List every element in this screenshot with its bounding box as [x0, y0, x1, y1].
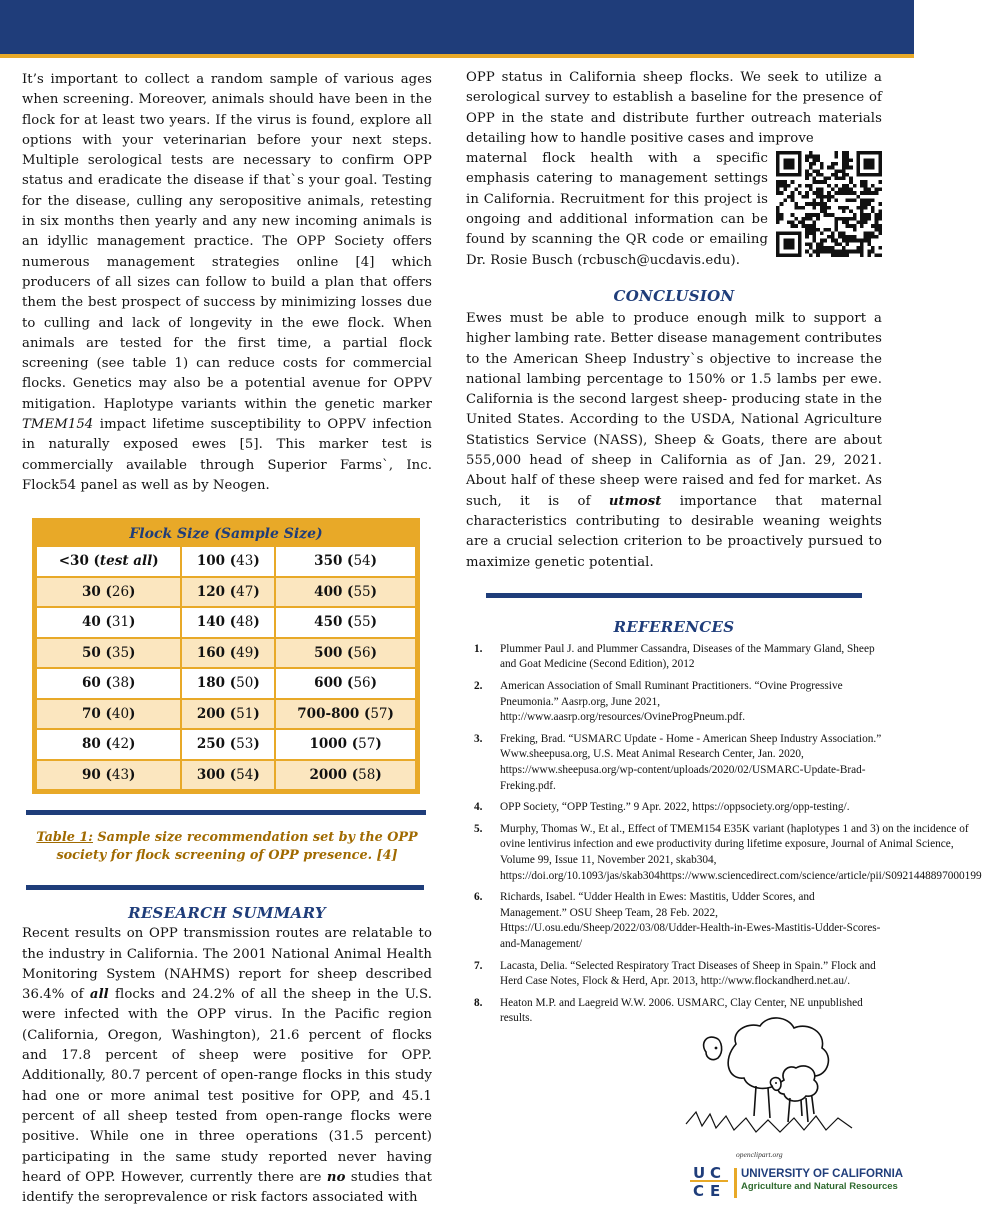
- uc-name: UNIVERSITY OF CALIFORNIA: [741, 1168, 904, 1180]
- paren: ): [370, 675, 378, 692]
- paren: ): [129, 583, 136, 600]
- text-line: California as of Jan. 29, 2021. About half of these sheep: [466, 453, 883, 489]
- sample-size: 26: [111, 583, 130, 600]
- text-line: were raised and fed for market. As such, it is of: [466, 473, 882, 509]
- text-line: (rcbusch@ucdavis.edu).: [577, 252, 740, 268]
- text-line: producers of all sizes can follow to build a plan that offers: [22, 274, 432, 290]
- text-line: participating in the same study reported never having heard: [22, 1149, 432, 1185]
- reference-text: American Association of Small Ruminant Practitioners. “Ovine Progressive Pneumonia.” Aasrp.org, June 2021, http://www.aasrp.org/resources/OvineProgPneum.pdf.: [500, 680, 843, 724]
- text-line: USDA, National Agriculture Statistics Service (NASS),: [466, 412, 882, 448]
- text-line: for the disease, culling any seropositive animals, retesting: [22, 193, 432, 209]
- paren: ): [253, 705, 260, 722]
- paren: ): [129, 736, 136, 753]
- flock-size: 250 (: [196, 736, 237, 753]
- table-row: [37, 607, 415, 638]
- text-line: Multiple serological tests are necessary to confirm OPP: [22, 153, 432, 169]
- paren: ): [129, 705, 136, 722]
- paren: ): [253, 644, 260, 661]
- text-line: infection in naturally exposed ewes [5]. This marker test is: [22, 417, 432, 453]
- reference-item: [466, 959, 882, 990]
- paren: ): [253, 766, 260, 783]
- flock-size: 30 (: [81, 583, 112, 600]
- sheep-illustration-icon: [676, 1004, 866, 1154]
- flock-size: <30 (: [58, 553, 100, 570]
- paren: ): [152, 553, 159, 570]
- reference-number: 6.: [474, 891, 483, 904]
- paren: ): [253, 614, 260, 631]
- table-cell: [181, 729, 275, 760]
- text-line: mitigation. Haplotype variants within the genetic marker: [22, 396, 432, 412]
- text-line: higher lambing rate. Better disease management: [466, 331, 801, 347]
- table-cell: [275, 577, 415, 608]
- text-line: flocks and 24.2% of all the sheep in: [108, 987, 371, 1003]
- flock-size: 50 (: [81, 644, 112, 661]
- text-line: to be proactively pursued to maximize genetic potential.: [466, 534, 882, 570]
- flock-size: 2000 (: [309, 766, 359, 783]
- flock-size: 40 (: [81, 614, 112, 631]
- reference-number: 1.: [474, 642, 483, 655]
- text-line: this project is ongoing and additional: [466, 191, 768, 228]
- reference-item: [466, 890, 882, 952]
- table-cell: [181, 668, 275, 699]
- text-line: of OPP in the state and distribute further outreach materials: [466, 90, 882, 126]
- flock-size: 70 (: [81, 705, 112, 722]
- paren: ): [375, 736, 382, 753]
- text-line: described 36.4% of: [22, 966, 432, 1003]
- text-line: flock for at least two years. If the virus is found, explore: [22, 112, 411, 128]
- references-list: [466, 642, 982, 1027]
- text-line: Health Monitoring System (NAHMS) report for sheep: [22, 946, 432, 982]
- intro-paragraph: [22, 70, 432, 496]
- text-line: of OPP. However, currently there are: [66, 1169, 327, 1185]
- text-line: flocks and 17.8 percent of sheep were positive for OPP.: [22, 1027, 432, 1064]
- flock-size: 1000 (: [309, 736, 359, 753]
- reference-text: Heaton M.P. and Laegreid W.W. 2006. USMARC, Clay Center, NE unpublished results.: [500, 996, 863, 1025]
- paren: ): [129, 644, 136, 661]
- qr-code-icon[interactable]: [776, 151, 882, 257]
- text-line: screening (see table 1) can reduce costs for commercial: [22, 356, 432, 372]
- table-cell: [37, 699, 181, 730]
- reference-item: [466, 822, 982, 884]
- flock-size: 180 (: [196, 675, 237, 692]
- flock-size: 140 (: [196, 614, 237, 631]
- sample-size: 55: [353, 614, 371, 631]
- text-line: the U.S. were infected with the OPP virus. In the Pacific: [22, 987, 432, 1023]
- paren: ): [370, 614, 378, 631]
- ucce-mark-icon: [690, 1162, 728, 1200]
- gene-marker-name: TMEM154: [22, 417, 94, 433]
- reference-item: [466, 800, 882, 816]
- svg-text:E: E: [710, 1182, 721, 1200]
- conclusion-paragraph: [466, 309, 882, 573]
- section-divider: [26, 885, 424, 890]
- sample-size: 47: [236, 583, 254, 600]
- sample-size: 35: [111, 644, 130, 661]
- text-line: 45.1 percent of all sheep tested from open-range flocks: [22, 1088, 432, 1124]
- sheep-credit: openclipart.org: [736, 1150, 783, 1159]
- section-divider: [486, 593, 862, 598]
- text-line: numerous management strategies online [4] which: [22, 254, 432, 270]
- sample-size: 38: [111, 675, 130, 692]
- text-line: settings in California. Recruitment for: [466, 171, 768, 207]
- sample-size: 54: [353, 553, 371, 570]
- sample-size: 31: [111, 614, 130, 631]
- flock-size: 450 (: [314, 614, 354, 631]
- table-cell: [37, 607, 181, 638]
- table-row: [37, 546, 415, 577]
- sample-size: 54: [236, 766, 254, 783]
- text-line: in six months then yearly and any new incoming animals is: [22, 214, 432, 230]
- sample-size: 56: [353, 644, 371, 661]
- flock-size: 350 (: [314, 553, 354, 570]
- table-row: [37, 699, 415, 730]
- text-line: QR code or emailing Dr. Rosie Busch: [466, 232, 768, 268]
- svg-text:C: C: [710, 1164, 722, 1182]
- emphasis-all: all: [89, 987, 109, 1003]
- paren: ): [129, 675, 136, 692]
- sample-size: 43: [111, 766, 130, 783]
- table-cell: [181, 577, 275, 608]
- text-line: Additionally, 80.7 percent of open-range flocks in this: [22, 1068, 391, 1084]
- table-row: [37, 638, 415, 669]
- text-line: maternal flock health with a specific: [466, 151, 768, 167]
- text-line: OPP status in California sheep flocks. We seek to utilize a: [466, 70, 882, 85]
- reference-number: 5.: [474, 822, 483, 835]
- table-caption-text-2: society for flock screening of OPP presence. [4]: [56, 848, 398, 864]
- table-cell: [37, 760, 181, 790]
- reference-item: [466, 732, 882, 794]
- sample-size: test all: [99, 553, 153, 570]
- reference-number: 2.: [474, 680, 483, 693]
- reference-item: [466, 679, 882, 726]
- left-column: [22, 70, 432, 1208]
- reference-number: 4.: [474, 801, 483, 814]
- text-line: region (California, Oregon, Washington), 21.6 percent of: [22, 1007, 432, 1043]
- flock-size: 80 (: [81, 736, 112, 753]
- text-line: detailing how to handle positive cases and improve: [466, 130, 814, 146]
- reference-text: Richards, Isabel. “Udder Health in Ewes: Mastitis, Udder Scores, and Management.” OSU Sheep Team, 28 Feb. 2022, Https://U.osu.edu/Sheep/2022/03/08/Udder-Health-in-Ewes-Mastitis-Udder-Scores-and-Management/: [500, 891, 881, 950]
- table-caption: [22, 829, 432, 865]
- text-line: when screening. Moreover, animals should have been in the: [22, 92, 432, 108]
- table-cell: [37, 729, 181, 760]
- text-line: desirable weaning weights are a crucial selection criterion: [466, 513, 882, 550]
- text-line: to culling and lack of longevity in the ewe flock. When: [22, 315, 432, 331]
- text-line: study had one or more animal test positive for OPP, and: [22, 1068, 432, 1104]
- table-cell: [181, 638, 275, 669]
- text-line: an idyllic management practice. The OPP Society offers: [22, 234, 432, 250]
- text-line: them the best prospect of success by minimizing losses due: [22, 295, 432, 311]
- text-line: the industry in California. The 2001 National Animal: [22, 946, 382, 962]
- flock-size-table: [37, 523, 415, 789]
- table-cell: [275, 607, 415, 638]
- flock-size: 90 (: [81, 766, 112, 783]
- table-caption-text-1: Sample size recommendation set by the OPP: [92, 830, 418, 846]
- reference-number: 8.: [474, 996, 483, 1009]
- text-line: It’s important to collect a random sample of various ages: [22, 72, 432, 87]
- sample-size: 56: [353, 675, 371, 692]
- sample-size: 43: [236, 553, 254, 570]
- sample-size: 58: [358, 766, 376, 783]
- table-cell: [275, 699, 415, 730]
- newsletter-page: [0, 58, 982, 1206]
- table-cell: [37, 668, 181, 699]
- paren: ): [253, 553, 260, 570]
- table-cell: [37, 546, 181, 577]
- research-summary-paragraph: [22, 924, 432, 1208]
- sample-size: 42: [111, 736, 130, 753]
- reference-text: Lacasta, Delia. “Selected Respiratory Tract Diseases of Sheep in Spain.” Flock and Herd Case Notes, Flock & Herd, Apr. 2013, http://www.flockandherd.net.au/.: [500, 959, 876, 988]
- flock-size: 200 (: [196, 705, 237, 722]
- paren: ): [253, 583, 260, 600]
- table-cell: [37, 577, 181, 608]
- table-cell: [37, 638, 181, 669]
- text-line: animals are tested for the first time, a partial flock: [22, 335, 432, 351]
- flock-size: 300 (: [196, 766, 237, 783]
- text-line: were positive. While one in three operations (31.5 percent): [22, 1108, 432, 1145]
- text-line: Flock54 panel as well as by Neogen.: [22, 477, 270, 493]
- table-row: [37, 577, 415, 608]
- reference-text: Murphy, Thomas W., Et al., Effect of TMEM154 E35K variant (haplotypes 1 and 3) on the incidence of ovine lentivirus infection and ewe productivity during lifetime exposure, Journal of Animal Science, Volume 99, Issue 11, November 2021, skab304, https://doi.org/10.1093/jas/skab304https://www.sciencedirect.com/science/article/pii/S0921448897000199: [500, 822, 982, 882]
- qr-block: [466, 149, 882, 271]
- text-line: flocks. Genetics may also be a potential avenue for OPPV: [22, 376, 432, 392]
- paren: ): [370, 644, 378, 661]
- text-line: identify the seroprevalence or risk factors associated with: [22, 1190, 418, 1206]
- table-cell: [275, 638, 415, 669]
- flock-size: 600 (: [314, 675, 354, 692]
- reference-text: OPP Society, “OPP Testing.” 9 Apr. 2022, https://oppsociety.org/opp-testing/.: [500, 801, 850, 814]
- text-line: Ewes must be able to produce enough milk to support a: [466, 310, 882, 326]
- flock-size-table-frame: [32, 518, 420, 794]
- table-cell: [275, 760, 415, 790]
- sample-size: 51: [236, 705, 254, 722]
- table-row: [37, 668, 415, 699]
- text-line: all options with your veterinarian before your next steps.: [22, 112, 432, 148]
- flock-size: 120 (: [196, 583, 237, 600]
- sample-size: 53: [236, 736, 254, 753]
- emphasis-no: no: [326, 1169, 346, 1185]
- text-line: status and eradicate the disease if that`s your goal. Testing: [22, 173, 432, 189]
- flock-size: 700-800 (: [297, 705, 371, 722]
- section-divider: [26, 810, 426, 815]
- right-column: [466, 68, 982, 1033]
- text-line: contributes to the American Sheep Industry`s objective to: [466, 331, 882, 367]
- references-heading: REFERENCES: [613, 617, 735, 636]
- text-line: serological survey to establish a baseline for the presence: [466, 90, 865, 106]
- emphasis-utmost: utmost: [608, 493, 662, 509]
- table-cell: [181, 699, 275, 730]
- text-line: importance that maternal characteristics contributing to: [466, 493, 882, 529]
- text-line: increase the national lambing percentage to 150% or 1.5: [466, 351, 882, 387]
- sample-size: 49: [236, 644, 254, 661]
- table-cell: [275, 729, 415, 760]
- table-caption-label: Table 1:: [36, 830, 93, 846]
- flock-size: 400 (: [314, 583, 354, 600]
- table-cell: [181, 607, 275, 638]
- text-line: studies that: [345, 1169, 433, 1185]
- uc-anr-wordmark: [734, 1168, 912, 1198]
- paren: ): [129, 766, 136, 783]
- table-cell: [181, 546, 275, 577]
- text-line: information can be found by scanning the: [466, 212, 769, 248]
- reference-number: 7.: [474, 959, 483, 972]
- text-line: lambs per ewe. California is the second largest sheep-: [466, 371, 883, 408]
- paren: ): [375, 766, 382, 783]
- table-cell: [275, 546, 415, 577]
- text-line: impact lifetime susceptibility to OPPV: [93, 417, 366, 433]
- paren: ): [370, 553, 378, 570]
- uc-anr-logo: [690, 1162, 914, 1202]
- conclusion-heading: CONCLUSION: [613, 286, 735, 305]
- flock-size: 60 (: [81, 675, 112, 692]
- text-line: Sheep & Goats, there are about 555,000 head of sheep in: [466, 432, 882, 469]
- ucce-logo-icon: [690, 1162, 728, 1200]
- table-cell: [181, 760, 275, 790]
- paren: ): [253, 736, 260, 753]
- sample-size: 57: [358, 736, 376, 753]
- text-line: commercially available through Superior Farms`, Inc.: [22, 457, 432, 473]
- flock-size: 500 (: [314, 644, 354, 661]
- text-line: Recent results on OPP transmission routes are relatable to: [22, 926, 432, 942]
- svg-text:C: C: [693, 1182, 705, 1200]
- paren: ): [387, 705, 394, 722]
- flock-size: 160 (: [196, 644, 237, 661]
- text-line: emphasis catering to management: [466, 171, 708, 187]
- paren: ): [370, 583, 378, 600]
- sample-size: 50: [236, 675, 254, 692]
- sample-size: 55: [353, 583, 371, 600]
- paren: ): [253, 675, 260, 692]
- flock-size: 100 (: [196, 553, 237, 570]
- table-header: Flock Size (Sample Size): [37, 523, 415, 546]
- table-row: [37, 729, 415, 760]
- table-cell: [275, 668, 415, 699]
- reference-text: Plummer Paul J. and Plummer Cassandra, Diseases of the Mammary Gland, Sheep and Goat Medicine (Second Edition), 2012: [500, 642, 875, 671]
- text-line: producing state in the United States. According to the: [466, 392, 882, 428]
- reference-text: Freking, Brad. “USMARC Update - Home - American Sheep Industry Association.” Www.sheepusa.org, U.S. Meat Animal Research Center, Jan. 2020, https://www.sheepusa.org/wp-content/uploads/2020/02/USMARC-Update-Brad-Freking.pdf.: [500, 732, 882, 792]
- sample-size: 40: [111, 705, 130, 722]
- reference-item: [466, 642, 882, 673]
- outreach-paragraph: [466, 68, 882, 149]
- sample-size: 57: [370, 705, 388, 722]
- anr-name: Agriculture and Natural Resources: [741, 1181, 898, 1192]
- svg-text:U: U: [693, 1164, 706, 1182]
- sample-size: 48: [236, 614, 254, 631]
- top-color-band: [0, 0, 914, 58]
- table-row: [37, 760, 415, 790]
- reference-number: 3.: [474, 732, 483, 745]
- paren: ): [129, 614, 136, 631]
- research-summary-heading: RESEARCH SUMMARY: [128, 904, 326, 923]
